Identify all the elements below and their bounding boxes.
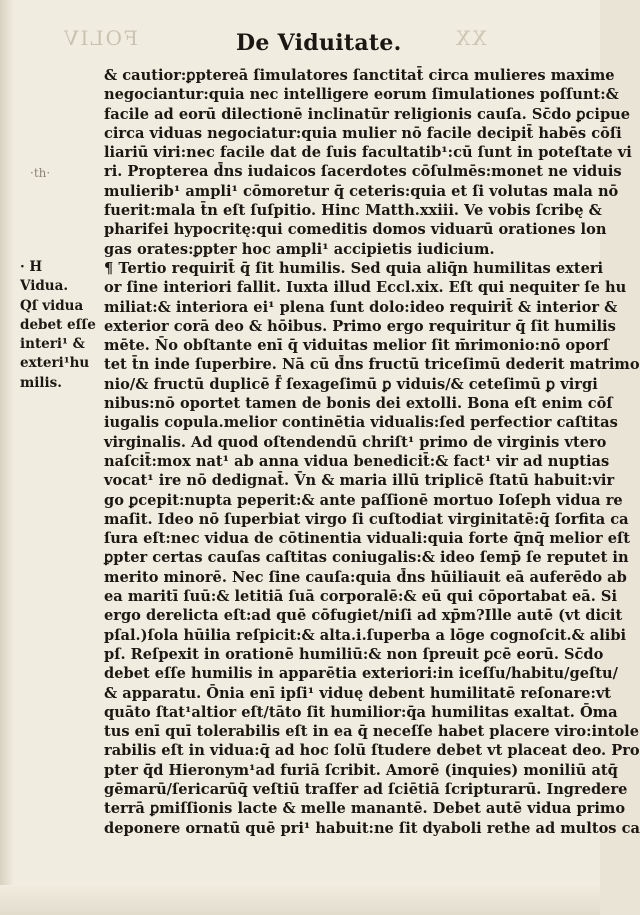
text-line: ꝑpter certas cauſas caſtitas coniugalis:& ideo ſemp̄ ſe reputet in (104, 549, 629, 567)
text-line: pſal.)ſola hūilia reſpicit:& alta.i.ſuperba a lōge cognoſcit.& alibi (104, 626, 627, 644)
page-bottom-shade (0, 885, 600, 915)
margin-mark: ·th· (30, 166, 51, 180)
text-line: mēte. N̄o obſtante enī q̄ viduitas melior ſit m̄rimonio:nō oporſ (104, 337, 610, 355)
text-line: ea maritī ſuū:& letitiā ſuā corporalē:& eū qui cōportabat eā. Si (104, 588, 618, 606)
text-line: tus enī quī tolerabilis eſt in ea q̄ neceſſe habet placere viro:intole (104, 723, 640, 741)
text-line: circa viduas negociatur:quia mulier nō facile decipit̄ habēs cōſi (104, 124, 622, 142)
text-line: ergo derelicta eſt:ad quē cōfugiet/niſi ad xp̄m?Ille autē (vt dicit (104, 607, 623, 625)
text-line: virginalis. Ad quod oſtendendū chriſt¹ primo de virginis vtero (104, 433, 607, 451)
text-line: gēmarū/ſericarūq̄ veſtiū traſfer ad ſciētiā ſcripturarū. Ingredere (104, 780, 628, 798)
text-line: naſcit̄:mox nat¹ ab anna vidua benedicit̄:& fact¹ vir ad nuptias (104, 452, 610, 470)
marginal-notes (20, 258, 108, 393)
text-line: pter q̄d Hieronym¹ad furiā ſcribit. Amorē (inquies) moniliū atq̄ (104, 761, 618, 779)
text-line: exterior corā deo & hōibus. Primo ergo requiritur q̄ ſit humilis (104, 317, 616, 335)
bleed-through-text: FOLIV (62, 26, 138, 50)
text-line: miliat:& interiora ei¹ plena ſunt dolo:ideo requirit̄ & interior & (104, 298, 618, 316)
text-line: ri. Propterea d̄ns iudaicos ſacerdotes cōſulmēs:monet ne viduis (104, 163, 622, 181)
text-line: mulierib¹ ampli¹ cōmoretur q̄ ceteris:quia et ſi volutas mala nō (104, 182, 619, 200)
text-line: tet t̄n inde ſuperbire. Nā cū d̄ns fructū triceſimū dederit matrimo (104, 356, 640, 374)
running-head: De Viduitate. (236, 30, 402, 56)
text-line: maſit. Ideo nō ſuperbiat virgo ſi cuſtodiat virginitatē:q̄ ſorfita ca (104, 510, 629, 528)
text-line: ſura eſt:nec vidua de cōtinentia viduali:quia forte q̄nq̄ melior eſt (104, 530, 631, 548)
text-line: debet eſſe humilis in apparētia exteriori:in iceſſu/habitu/geſtu/ (104, 665, 618, 683)
text-line: vocat¹ ire nō dedignat̄. V̄n & maria illū triplicē ſtatū habuit:vir (104, 472, 615, 490)
marginal-note: milis. (20, 374, 62, 391)
text-line: merito minorē. Nec ſine cauſa:quia d̄ns hūiliauit eā auferēdo ab (104, 568, 627, 586)
marginal-note: Vidua. (20, 278, 69, 295)
text-line: or ſine interiori fallit. Iuxta illud Eccl.xix. Eſt qui nequiter ſe hu (104, 279, 627, 297)
text-line: & apparatu. Ōnia enī ipſi¹ viduę debent humilitatē reſonare:vt (104, 684, 612, 702)
text-line: rabilis eſt in vidua:q̄ ad hoc ſolū ſtudere debet vt placeat deo. Pro (104, 742, 640, 760)
text-line: liariū viri:nec facile dat de ſuis facultatib¹:cū ſunt in poteſtate vi (104, 144, 632, 162)
marginal-note: Qſ vidua (20, 297, 84, 314)
marginal-note: debet eſſe (20, 316, 96, 333)
text-line: iugalis copula.melior continētia vidualis:ſed perfectior caſtitas (104, 414, 618, 432)
marginal-note: interi¹ & (20, 336, 85, 353)
marginal-note: exteri¹hu (20, 355, 90, 372)
text-line: & cautior:ꝑptereā ſimulatores ſanctitat̄ circa mulieres maxime (104, 67, 615, 84)
text-line: facile ad eorū dilectionē inclinatūr religionis cauſa. Sc̄do ꝑcipue (104, 105, 631, 123)
text-line: pharifei hypocritę:qui comeditis domos viduarū orationes lon (104, 221, 607, 239)
main-text-block (104, 66, 640, 838)
text-line: quāto ſtat¹altior eſt/tāto ſit humilior:q̄a humilitas exaltat. Ōma (104, 703, 618, 721)
text-line: pſ. Reſpexit in orationē humiliū:& non ſpreuit ꝑcē eorū. Sc̄do (104, 645, 604, 663)
marginal-note: · H (20, 259, 43, 275)
gutter-shadow (0, 0, 14, 915)
text-line: fuerit:mala t̄n eſt ſuſpitio. Hinc Matth.xxiii. Ve vobis ſcribę & (104, 202, 602, 220)
text-line: nibus:nō oportet tamen de bonis dei extolli. Bona eſt enim cōſ (104, 395, 613, 413)
text-line: ¶ Tertio requirit̄ q̄ ſit humilis. Sed quia aliq̄n humilitas exteri (104, 259, 604, 277)
text-line: negociantur:quia nec intelligere eorum ſimulationes poſſunt:& (104, 86, 619, 104)
bleed-through-folio-number: XX (454, 26, 487, 50)
text-line: gas orates:ꝑpter hoc ampli¹ accipietis iudicium. (104, 240, 495, 258)
text-line: terrā ꝑmiſſionis lacte & melle manantē. Debet autē vidua primo (104, 800, 626, 818)
text-line: nio/& fructū duplicē f̄ ſexageſimū ꝑ viduis/& ceteſimū ꝑ virgi (104, 375, 598, 393)
text-line: deponere ornatū quē pri¹ habuit:ne ſit dyaboli rethe ad multos ca (104, 819, 640, 837)
text-line: go ꝑcepit:nupta peperit:& ante paſſionē mortuo Ioſeph vidua re (104, 491, 623, 509)
